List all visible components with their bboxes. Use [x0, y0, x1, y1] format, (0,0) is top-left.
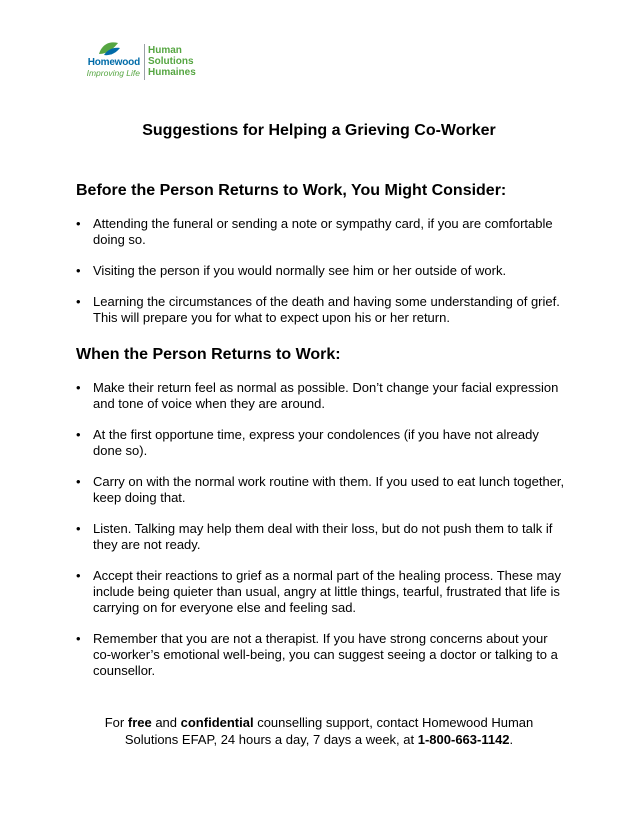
list-item: • At the first opportune time, express your condolences (if you have not already done so).	[76, 427, 566, 459]
list-item: • Make their return feel as normal as possible. Don’t change your facial expression and tone of voice when they are around.	[76, 380, 566, 412]
logo-right-line: Solutions	[148, 56, 194, 67]
logo-right-line: Human	[148, 45, 182, 56]
leaf-drop-icon	[96, 40, 122, 58]
list-item: • Attending the funeral or sending a note or sympathy card, if you are comfortable doing so.	[76, 216, 566, 248]
footer-contact	[80, 714, 558, 748]
section-heading-when: When the Person Returns to Work:	[76, 346, 341, 363]
footer-free: free	[127, 715, 152, 730]
list-when	[76, 380, 566, 694]
list-item: • Carry on with the normal work routine with them. If you used to eat lunch together, keep doing that.	[76, 474, 566, 506]
logo-divider	[144, 44, 145, 80]
list-before	[76, 216, 566, 341]
logo-left-block	[78, 57, 140, 78]
list-item: • Visiting the person if you would normally see him or her outside of work.	[76, 263, 566, 279]
document-title: Suggestions for Helping a Grieving Co-Worker	[142, 122, 496, 139]
section-heading-before: Before the Person Returns to Work, You Might Consider:	[76, 182, 507, 199]
footer-text: and	[151, 715, 181, 730]
footer-text: For	[104, 715, 128, 730]
logo-right-line: Humaines	[148, 67, 196, 78]
footer-text: .	[509, 732, 514, 747]
list-item: • Remember that you are not a therapist. If you have strong concerns about your co-worker’s emotional well-being, you can suggest seeing a doctor or talking to a counsellor.	[76, 631, 566, 679]
footer-confidential: confidential	[180, 715, 254, 730]
list-item: • Listen. Talking may help them deal with their loss, but do not push them to talk if they are not ready.	[76, 521, 566, 553]
footer-text: counselling support, contact Homewood Human Solutions EFAP, 24 hours a day, 7 days a week, at	[124, 715, 534, 747]
list-item: • Accept their reactions to grief as a normal part of the healing process. These may include being quieter than usual, angry at little things, tearful, frustrated that life is carrying on for everyone else and feeling sad.	[76, 568, 566, 616]
homewood-logo	[78, 40, 208, 82]
footer-phone: 1-800-663-1142	[417, 732, 510, 747]
logo-tagline: Improving Life	[86, 68, 140, 78]
logo-right-block	[148, 45, 196, 78]
logo-name: Homewood	[87, 57, 140, 68]
list-item: • Learning the circumstances of the death and having some understanding of grief. This will prepare you for what to expect upon his or her return.	[76, 294, 566, 326]
